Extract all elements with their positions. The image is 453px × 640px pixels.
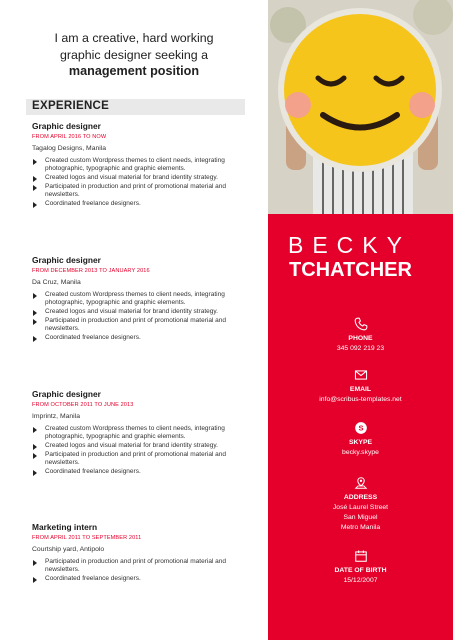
- job-bullets: [32, 425, 254, 477]
- envelope-icon: [354, 368, 368, 382]
- list-item: Created logos and visual material for brand identity strategy.: [32, 174, 254, 182]
- bullet-triangle-icon: [33, 444, 37, 450]
- svg-text:S: S: [357, 423, 364, 433]
- list-item: Participated in production and print of promotional material and newsletters.: [32, 451, 254, 468]
- job-entry: [32, 522, 254, 584]
- address-line-3: Metro Manila: [340, 524, 381, 531]
- email-value: info@scribus-templates.net: [319, 396, 402, 403]
- job-company: Courtship yard, Antipolo: [32, 546, 105, 553]
- bullet-triangle-icon: [33, 159, 37, 165]
- address-line-1: José Laurel Street: [332, 504, 389, 511]
- list-item: Created custom Wordpress themes to client needs, integrating photographic, typographic and graphic elements.: [32, 425, 254, 442]
- first-name: BECKY: [288, 232, 411, 258]
- address-label: ADDRESS: [343, 494, 378, 501]
- job-dates: FROM APRIL 2011 TO SEPTEMBER 2011: [32, 535, 142, 541]
- smiley-face-photo: [268, 0, 453, 214]
- job-entry: [32, 255, 254, 343]
- job-entry: [32, 389, 254, 477]
- job-company: Imprintz, Manila: [32, 413, 80, 420]
- phone-label: PHONE: [348, 335, 373, 342]
- job-dates: FROM APRIL 2016 TO NOW: [32, 134, 107, 140]
- job-title: Graphic designer: [32, 255, 101, 265]
- list-item: Created custom Wordpress themes to client needs, integrating photographic, typographic and graphic elements.: [32, 291, 254, 308]
- bullet-triangle-icon: [33, 319, 37, 325]
- job-entry: [32, 121, 254, 209]
- phone-value: 345 092 219 23: [336, 345, 385, 352]
- intro-line-3: management position: [68, 64, 200, 78]
- list-item: Coordinated freelance designers.: [32, 468, 254, 476]
- job-dates: FROM DECEMBER 2013 TO JANUARY 2016: [32, 268, 150, 274]
- right-column: [268, 0, 453, 640]
- bullet-triangle-icon: [33, 427, 37, 433]
- address-line-2: San Miguel: [343, 514, 378, 521]
- contact-birth: [268, 549, 453, 585]
- contact-phone: [268, 317, 453, 353]
- birth-label: DATE OF BIRTH: [334, 567, 387, 574]
- list-item: Created custom Wordpress themes to client needs, integrating photographic, typographic and graphic elements.: [32, 157, 254, 174]
- job-bullets: [32, 291, 254, 343]
- intro-line-2: graphic designer seeking a: [59, 47, 209, 62]
- bullet-triangle-icon: [33, 185, 37, 191]
- contact-skype: [268, 421, 453, 457]
- list-item: Created logos and visual material for brand identity strategy.: [32, 308, 254, 316]
- bullet-triangle-icon: [33, 336, 37, 342]
- job-dates: FROM OCTOBER 2011 TO JUNE 2013: [32, 402, 134, 408]
- intro-line-1: I am a creative, hard working: [54, 31, 214, 45]
- bullet-triangle-icon: [33, 560, 37, 566]
- list-item: Created logos and visual material for brand identity strategy.: [32, 442, 254, 450]
- bullet-triangle-icon: [33, 202, 37, 208]
- profile-photo: [268, 0, 453, 214]
- job-title: Graphic designer: [32, 121, 101, 131]
- list-item: Coordinated freelance designers.: [32, 334, 254, 342]
- list-item: Coordinated freelance designers.: [32, 200, 254, 208]
- bullet-triangle-icon: [33, 176, 37, 182]
- job-bullets: [32, 558, 254, 584]
- job-bullets: [32, 157, 254, 209]
- contact-address: [268, 476, 453, 532]
- job-title: Graphic designer: [32, 389, 101, 399]
- skype-value: becky.skype: [342, 449, 379, 456]
- bullet-triangle-icon: [33, 577, 37, 583]
- experience-heading: EXPERIENCE: [32, 100, 110, 112]
- skype-icon: [354, 421, 368, 435]
- list-item: Participated in production and print of promotional material and newsletters.: [32, 317, 254, 334]
- map-pin-icon: [354, 476, 368, 490]
- experience-heading-bar: [26, 99, 245, 115]
- bullet-triangle-icon: [33, 310, 37, 316]
- calendar-icon: [354, 549, 368, 563]
- list-item: Participated in production and print of promotional material and newsletters.: [32, 558, 254, 575]
- last-name: TCHATCHER: [289, 259, 412, 281]
- job-company: Da Cruz, Manila: [32, 279, 81, 286]
- job-title: Marketing intern: [32, 522, 98, 532]
- email-label: EMAIL: [349, 386, 372, 393]
- birth-value: 15/12/2007: [343, 577, 378, 584]
- skype-label: SKYPE: [348, 439, 373, 446]
- list-item: Coordinated freelance designers.: [32, 575, 254, 583]
- intro-statement: [30, 30, 238, 80]
- bullet-triangle-icon: [33, 293, 37, 299]
- list-item: Participated in production and print of promotional material and newsletters.: [32, 183, 254, 200]
- bullet-triangle-icon: [33, 470, 37, 476]
- phone-icon: [354, 317, 368, 331]
- job-company: Tagalog Designs, Manila: [32, 145, 107, 152]
- bullet-triangle-icon: [33, 453, 37, 459]
- contact-email: [268, 368, 453, 404]
